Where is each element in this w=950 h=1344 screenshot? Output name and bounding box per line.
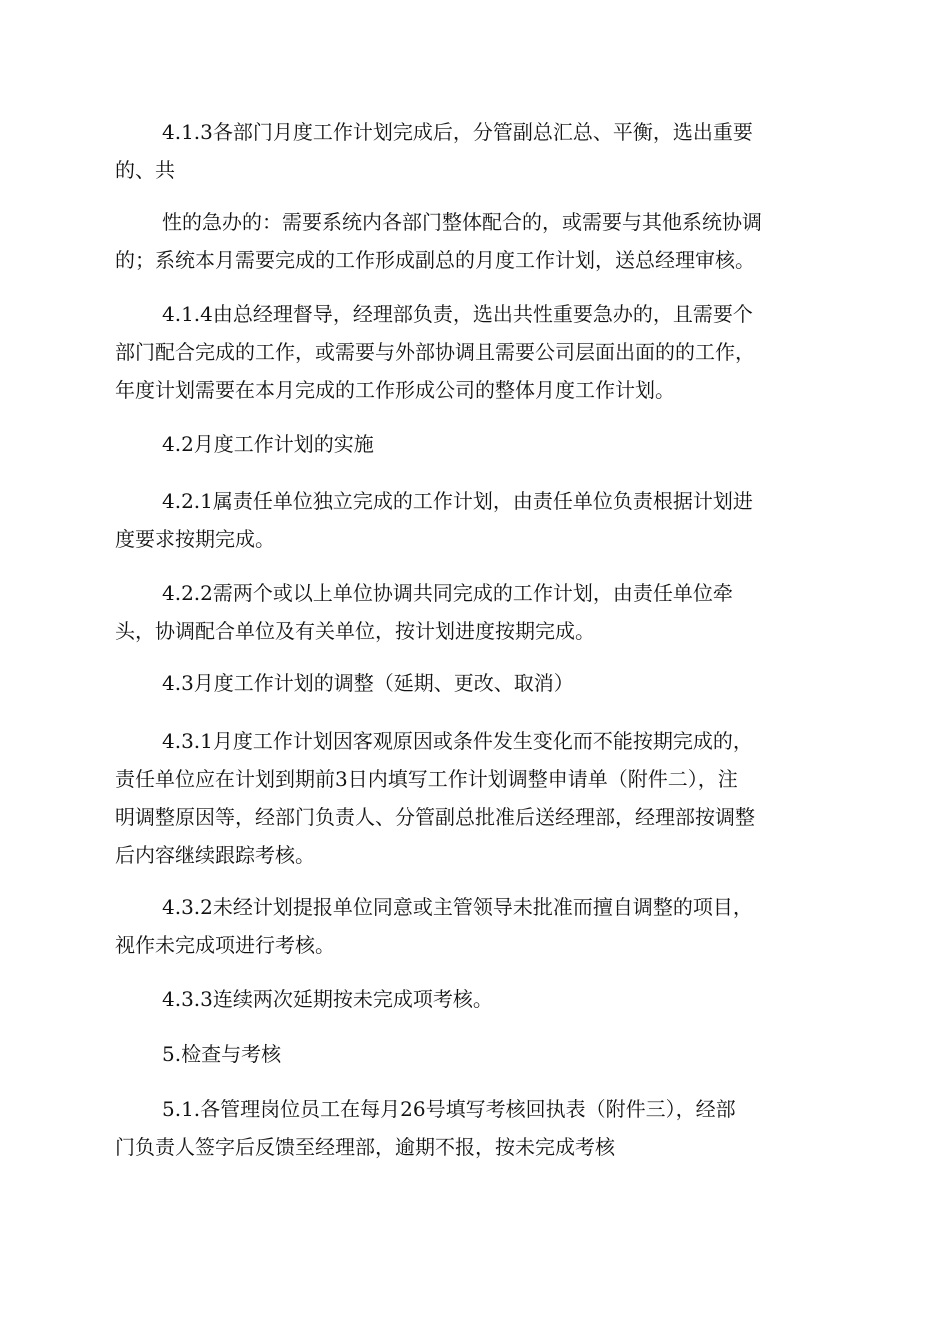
text-line: 4.3.2未经计划提报单位同意或主管领导未批准而擅自调整的项目， xyxy=(162,895,753,919)
text-line: 4.1.3各部门月度工作计划完成后，分管副总汇总、平衡，选出重要 xyxy=(162,120,753,144)
section-heading: 5.检查与考核 xyxy=(162,1042,282,1066)
heading-4-3 xyxy=(115,664,835,702)
text-line: 年度计划需要在本月完成的工作形成公司的整体月度工作计划。 xyxy=(115,378,675,402)
section-heading: 4.3月度工作计划的调整（延期、更改、取消） xyxy=(162,671,574,695)
text-line: 4.1.4由总经理督导，经理部负责，选出共性重要急办的，且需要个 xyxy=(162,302,753,326)
text-line: 明调整原因等，经部门负责人、分管副总批准后送经理部，经理部按调整 xyxy=(115,805,755,829)
text-line: 责任单位应在计划到期前3日内填写工作计划调整申请单（附件二），注 xyxy=(115,767,738,791)
section-heading: 4.2月度工作计划的实施 xyxy=(162,432,374,456)
text-line: 5.1.各管理岗位员工在每月26号填写考核回执表（附件三），经部 xyxy=(162,1097,736,1121)
paragraph-4-3-3 xyxy=(115,980,835,1018)
text-line: 部门配合完成的工作，或需要与外部协调且需要公司层面出面的的工作， xyxy=(115,340,755,364)
paragraph-4-3-1 xyxy=(115,722,835,874)
text-line: 性的急办的：需要系统内各部门整体配合的，或需要与其他系统协调 xyxy=(162,210,762,234)
paragraph-4-1-3-continued xyxy=(115,203,835,279)
text-line: 头，协调配合单位及有关单位，按计划进度按期完成。 xyxy=(115,619,595,643)
text-line: 4.3.1月度工作计划因客观原因或条件发生变化而不能按期完成的， xyxy=(162,729,753,753)
heading-5 xyxy=(115,1035,835,1073)
text-line: 的；系统本月需要完成的工作形成副总的月度工作计划，送总经理审核。 xyxy=(115,248,755,272)
paragraph-4-3-2 xyxy=(115,888,835,964)
text-line: 4.2.1属责任单位独立完成的工作计划，由责任单位负责根据计划进 xyxy=(162,489,753,513)
heading-4-2 xyxy=(115,425,835,463)
paragraph-4-2-2 xyxy=(115,574,835,650)
text-line: 门负责人签字后反馈至经理部，逾期不报，按未完成考核 xyxy=(115,1135,615,1159)
paragraph-5-1 xyxy=(115,1090,835,1166)
paragraph-4-2-1 xyxy=(115,482,835,558)
paragraph-4-1-4 xyxy=(115,295,835,409)
text-line: 4.2.2需两个或以上单位协调共同完成的工作计划，由责任单位牵 xyxy=(162,581,733,605)
paragraph-4-1-3 xyxy=(115,113,835,189)
text-line: 视作未完成项进行考核。 xyxy=(115,933,335,957)
text-line: 4.3.3连续两次延期按未完成项考核。 xyxy=(162,987,493,1011)
text-line: 度要求按期完成。 xyxy=(115,527,275,551)
text-line: 后内容继续跟踪考核。 xyxy=(115,843,315,867)
text-line: 的、共 xyxy=(115,158,175,182)
